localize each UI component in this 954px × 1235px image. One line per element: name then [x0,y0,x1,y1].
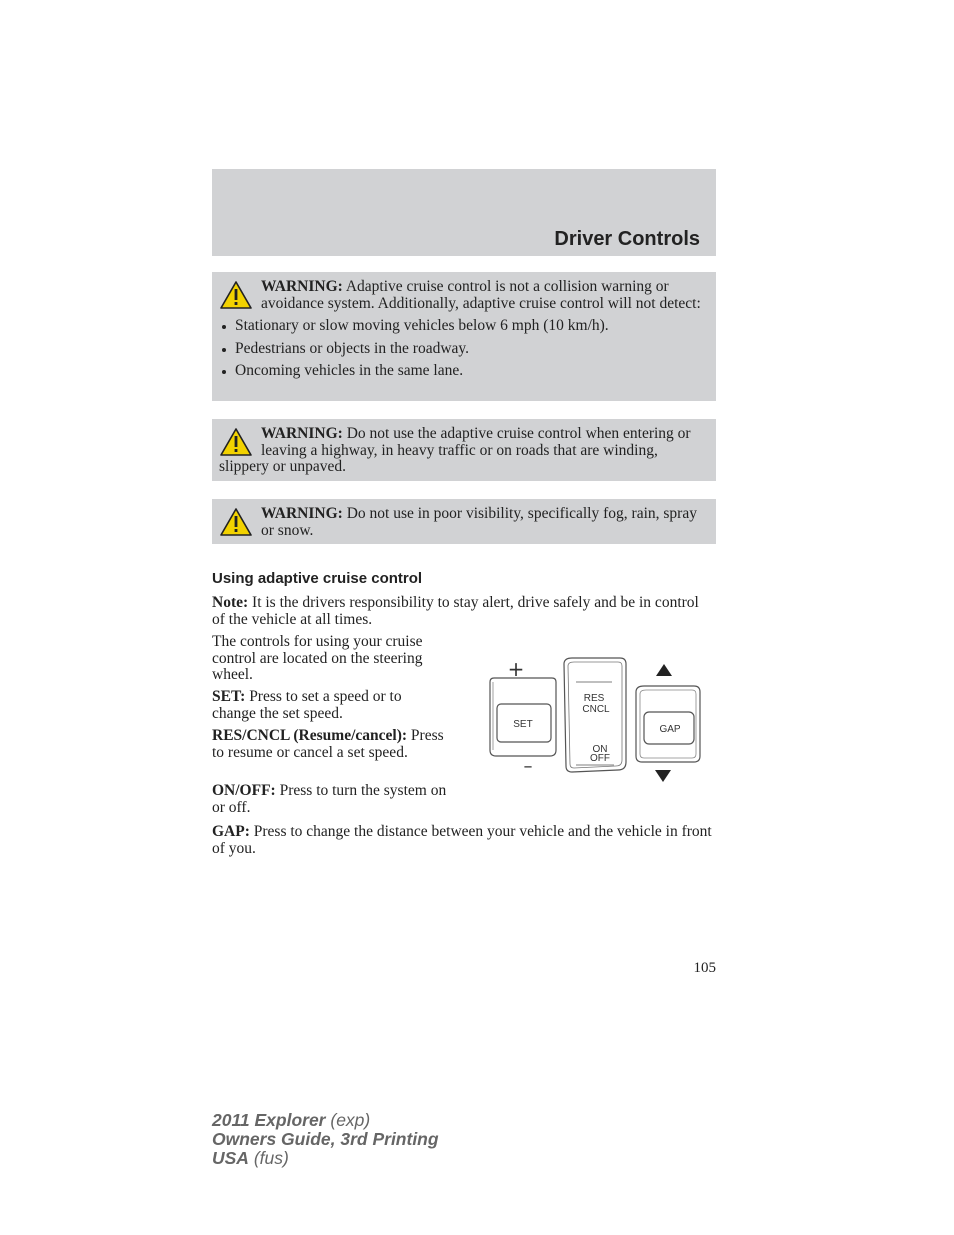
warning-body: Do not use the adaptive cruise control when entering or leaving a highway, in heavy traffic or on roads that are winding, slippery or unpaved. [219,425,691,475]
warning-text [219,506,706,539]
warning-bullet-list [219,318,706,380]
gap-label: GAP: [212,823,250,840]
footer-line-3 [212,1149,439,1168]
note-paragraph [212,595,712,628]
cncl-label-text: CNCL [582,704,610,715]
plus-symbol: + [507,657,525,681]
warning-triangle-icon [219,427,253,457]
res-label-text: RES [583,693,605,704]
minus-symbol: – [523,756,533,777]
cruise-control-diagram [480,652,710,787]
warning-box-visibility [212,499,716,544]
page-title: Driver Controls [554,228,700,250]
res-label: RES/CNCL (Resume/cancel): [212,727,408,744]
warning-box-highway [212,419,716,481]
arrow-down-icon [655,770,671,782]
set-text: Press to set a speed or to change the set speed. [212,688,402,722]
footer-line-2: Owners Guide, 3rd Printing [212,1129,439,1149]
footer-region-code: (fus) [248,1148,289,1168]
footer-model: 2011 Explorer [212,1110,326,1130]
note-label: Note: [212,594,249,611]
footer-model-code: (exp) [325,1110,371,1130]
off-label-text: OFF [590,753,610,764]
footer-line-1 [212,1111,439,1130]
res-onoff-rocker [564,658,626,772]
gap-button-label: GAP [659,724,681,735]
list-item: Oncoming vehicles in the same lane. [219,363,706,380]
warning-triangle-icon [219,280,253,310]
warning-label: WARNING: [261,425,343,442]
warning-body: Do not use in poor visibility, specifically fog, rain, spray or snow. [261,505,697,539]
gap-paragraph [212,824,716,857]
onoff-paragraph [212,783,460,816]
list-item: Stationary or slow moving vehicles below 6 mph (10 km/h). [219,318,706,335]
on-label-text: ON [592,744,608,755]
footer [212,1111,439,1168]
warning-box-collision [212,272,716,401]
warning-text [219,279,706,312]
set-rocker [490,657,556,777]
onoff-text: Press to turn the system on or off. [212,782,447,816]
header-band [212,169,716,256]
warning-label: WARNING: [261,278,343,295]
gap-rocker [636,664,700,782]
footer-region: USA [212,1148,249,1168]
onoff-label: ON/OFF: [212,782,276,799]
warning-triangle-icon [219,507,253,537]
warning-label: WARNING: [261,505,343,522]
controls-intro-paragraph: The controls for using your cruise control are located on the steering wheel. [212,633,423,683]
note-text: It is the drivers responsibility to stay alert, drive safely and be in control of the vehicle at all times. [212,594,699,628]
warning-body: Adaptive cruise control is not a collision warning or avoidance system. Additionally, adaptive cruise control will not detect: [261,278,701,312]
warning-text [219,426,706,476]
page-number: 105 [693,960,716,976]
res-paragraph [212,728,452,761]
section-heading: Using adaptive cruise control [212,570,423,587]
arrow-up-icon [656,664,672,676]
set-paragraph [212,689,447,722]
res-text: Press to resume or cancel a set speed. [212,727,444,761]
gap-text: Press to change the distance between your vehicle and the vehicle in front of you. [212,823,712,857]
set-button-label: SET [513,719,533,730]
set-label: SET: [212,688,246,705]
list-item: Pedestrians or objects in the roadway. [219,341,706,358]
